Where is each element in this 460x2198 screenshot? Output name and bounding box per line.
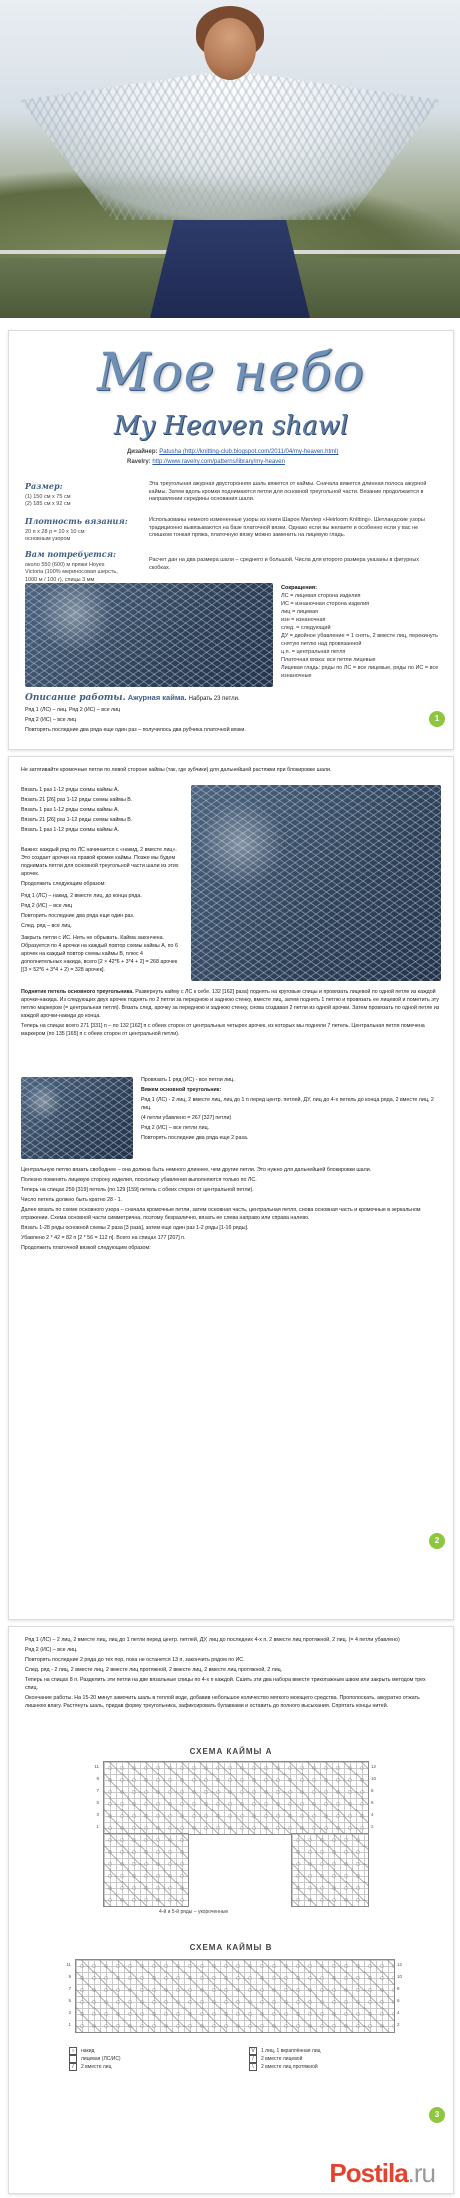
paragraph: Повторять последние 2 ряда до тех пор, пока не останется 13 п, закончить рядом по ИС.: [25, 1656, 245, 1663]
abbreviations: [281, 585, 441, 681]
materials-line: около 550 (600) м пряжи Hoyes: [25, 561, 105, 568]
page-number: 1: [429, 711, 445, 727]
description-line: Ряд 1 (ЛС) – лиц. Ряд 2 (ИС) – все лиц: [25, 707, 121, 713]
ravelry-label: Ravelry:: [127, 459, 151, 465]
legend-label: 2 вместе лицевой: [261, 2056, 303, 2062]
paragraph: Ряд 1 (ЛС) – 2 лиц, 2 вместе лиц, лиц до 1 петли перед центр. петлей, ДУ, лиц до последних 4-х п, 2 вместе лиц протяжной, 2 лиц. (= 4 петли убавлено): [25, 1637, 400, 1643]
chart-a-symbols-lower-right: [292, 1834, 368, 1906]
legend-row: [249, 2055, 320, 2063]
row-number: 10: [397, 1974, 403, 1979]
description-title: Описание работы.: [25, 693, 126, 703]
abbr-item: Платочная вязка: все петли лицевые: [281, 656, 376, 663]
chart-b-symbols: [76, 1960, 394, 2032]
pattern-page-1: [8, 330, 454, 750]
pickup-section: [21, 989, 441, 1041]
abbr-item: изн = изнаночная: [281, 616, 326, 623]
abbr-item: лиц = лицевая: [281, 608, 319, 615]
list-item: Вязать 21 [26] раз 1-12 ряды схемы каймы В.: [21, 796, 133, 803]
postila-watermark: [329, 2158, 435, 2189]
row-number: 12: [397, 1962, 403, 1967]
gauge-block: [25, 516, 135, 544]
materials-line: 1000 м / 100 г), спицы 3 мм: [25, 576, 95, 583]
border-finish-note: Закрыть петли с ИС. Нить не обрывать. Кайма закончена. Образуется по 4 арочки на каждый повтор схемы каймы А, по 6 арочек на каждый повтор схемы каймы В, плюс 4 дополнительных накида, всего [2 × 42*6 + 3*4 + 2] = 268 арочек [(3 × 52*6 + 3*4 + 2) = 328 арочек].: [21, 935, 178, 973]
legend-label: накид: [81, 2048, 95, 2054]
materials-line: Victoria (100% мериносовая шерсть,: [25, 569, 118, 576]
triangle-heading: Вяжем основной треугольник:: [141, 1086, 222, 1093]
row-number: 9: [68, 1974, 71, 1979]
abbr-item: след. = следующий: [281, 624, 331, 631]
chart-a-note: 4-й и 5-й ряды – укороченные: [159, 1909, 229, 1915]
page-number: 3: [429, 2107, 445, 2123]
finishing-text: [25, 1637, 437, 1713]
list-item: Ряд 1 (ЛС) – накид, 2 вместе лиц, до конца ряда.: [21, 893, 142, 899]
row-number: 2: [371, 1824, 374, 1829]
paragraph: Полезно поменять лицевую сторону изделия, поскольку убавления выполняются только по ЛС.: [21, 1176, 257, 1183]
legend-label: 1 лиц, 1 вкраплённая лиц: [261, 2048, 321, 2054]
row-number: 7: [68, 1986, 71, 1991]
chart-b-title: СХЕМА КАЙМЫ В: [189, 1943, 273, 1952]
knit-in-front-and-back-icon: V: [249, 2047, 257, 2055]
row-number: 9: [96, 1776, 99, 1781]
abbr-item: ц.п. = центральная петля: [281, 648, 346, 655]
knit-icon: [69, 2055, 77, 2063]
skirt: [150, 220, 310, 318]
row-number: 4: [371, 1812, 374, 1817]
description-cast-on: Набрать 23 петли.: [188, 696, 240, 702]
row-number: 3: [96, 1812, 99, 1817]
lace-triangle-photo: [21, 1077, 133, 1159]
paragraph: Теперь на спицах 8 п. Разделить эти петли на две вязальные спицы по 4-х п каждой. Сшить эти два набора вместе трикотажным швом или закрыть методом трех спиц.: [25, 1676, 426, 1691]
paragraph: Окончание работы. На 15-20 минут замочить шаль в теплой воде, добавив небольшое количество мягкого моющего средства. Прополоскать, аккуратно отжать лишнюю влагу. Растянуть шаль, придав форму треугольника, зафиксировать булавками и оставить до полного высыхания. Спрятать концы нитей.: [25, 1694, 420, 1709]
triangle-section: [141, 1077, 441, 1145]
rows-list: [21, 893, 181, 933]
pattern-page-3: [8, 1626, 454, 2194]
paragraph: Теперь на спицах 259 [319] петель (по 129 [159] петель с обеих сторон от центральной петли).: [21, 1186, 254, 1193]
materials-heading: Вам потребуется:: [25, 549, 116, 559]
abbr-item: ЛС = лицевая сторона изделия: [281, 592, 361, 599]
legend-row: [69, 2047, 121, 2055]
chart-legend-left: [69, 2047, 121, 2071]
materials-block: [25, 549, 135, 584]
abbr-item: ДУ = двойное убавление = 1 снять, 2 вместе лиц, перекинуть снятую петлю над провязанной: [281, 632, 438, 647]
gauge-heading: Плотность вязания:: [25, 516, 128, 526]
page-number: 2: [429, 1533, 445, 1549]
paragraph: Число петель должно быть кратно 28 - 1.: [21, 1196, 123, 1203]
abbreviations-heading: Сокращения:: [281, 585, 317, 591]
chart-b-grid: [75, 1959, 395, 2033]
gauge-line: 20 п х 28 р = 10 х 10 см: [25, 528, 85, 535]
legend-row: [69, 2055, 121, 2063]
row-number: 2: [397, 2022, 400, 2027]
paragraph: След. ряд - 2 лиц, 2 вместе лиц, 2 вместе лиц протяжной, 2 вместе лиц, 2 вместе лиц протяжной, 2 лиц.: [25, 1666, 283, 1673]
legend-row: [69, 2063, 121, 2071]
row-line: (4 петли убавлено = 267 [327] петли): [141, 1114, 232, 1121]
chart-a-symbols-lower: [104, 1834, 188, 1906]
description-text: [25, 707, 425, 737]
title-russian: Мое небо: [97, 343, 365, 403]
chart-a-grid: [103, 1761, 369, 1835]
legend-label: 2 вместе лиц протяжной: [261, 2064, 318, 2070]
list-item: Повторить последние два ряда еще один раз.: [21, 912, 135, 919]
pattern-page-2: [8, 756, 454, 1620]
lace-closeup-photo: [25, 583, 273, 687]
k2tog-icon: /: [69, 2063, 77, 2071]
legend-row: [249, 2047, 320, 2055]
description-line: Ряд 2 (ИС) – все лиц: [25, 716, 77, 723]
row-number: 5: [68, 1998, 71, 2003]
chart-a-grid-lower-right: [291, 1833, 369, 1907]
size-block: [25, 481, 135, 509]
list-item: Вязать 1 раз 1-12 ряды схемы каймы А.: [21, 826, 119, 833]
row-number: 3: [68, 2010, 71, 2015]
chart-a-symbols: [104, 1762, 368, 1834]
row-number: 8: [371, 1788, 374, 1793]
chart-a-row-numbers: [87, 1761, 99, 1833]
row-number: 1: [68, 2022, 71, 2027]
chart-b-row-numbers: [59, 1959, 71, 2031]
row-number: 8: [397, 1986, 400, 1991]
row-number: 11: [94, 1764, 99, 1769]
designer-label: Дизайнер:: [127, 449, 158, 455]
ssk-icon: \: [249, 2063, 257, 2071]
intro-paragraph: Использованы немного измененные узоры из книги Шарон Миллер «Heirloom Knitting». Шетландские узоры традиционно вывязываются на базе платочной вязки. Однако если вы желаете и особенно если у вас не слишком тонкая пряжа, платочную вязку можно заменить на лицевую гладь.: [149, 517, 425, 539]
description-subtitle: Ажурная кайма.: [127, 693, 187, 702]
row-line: Повторять последние два ряда еще 2 раза.: [141, 1134, 249, 1141]
row-line: Ряд 2 (ИС) – все петли лиц.: [141, 1124, 210, 1131]
ravelry-line: [127, 459, 285, 465]
hero-photo: [0, 0, 460, 318]
gauge-line: основным узором: [25, 536, 71, 543]
description-heading: [25, 693, 240, 703]
chart-b-row-numbers-right: [397, 1959, 402, 2031]
list-item: Вязать 21 [26] раз 1-12 ряды схемы каймы В.: [21, 816, 133, 823]
intro-paragraph: Эта треугольная ажурная двусторонняя шаль вяжется от каймы. Сначала вяжется длинная полоса ажурной каймы. Затем вдоль кромки поднимаются петли для основной треугольной части. Вязание продолжается в направлении середины основания шали.: [149, 481, 427, 503]
watermark-domain: .ru: [407, 2158, 435, 2188]
row-number: 12: [371, 1764, 377, 1769]
title-english: My Heaven shawl: [113, 411, 349, 441]
ravelry-link[interactable]: http://www.ravelry.com/patterns/library/my-heaven: [152, 459, 285, 465]
important-note: Важно: каждый ряд по ЛС начинается с «накид, 2 вместе лиц». Это создает арочки на правой кромке каймы. Позже мы будем поднимать петли для основной треугольной части шали из этих арочек.: [21, 847, 179, 877]
paragraph: Центральную петлю вязать свободнее – она должна быть немного длиннее, чем другие петли. Это нужно для дальнейшей блокировки шали.: [21, 1167, 372, 1173]
paragraph: Ряд 2 (ИС) – все лиц.: [25, 1646, 78, 1653]
pickup-heading: Поднятие петель основного треугольника.: [21, 989, 134, 995]
legend-label: 2 вместе лиц: [81, 2064, 112, 2070]
row-number: 5: [96, 1800, 99, 1805]
lace-border-photo: [191, 785, 441, 981]
paragraph: Далее вязать по схеме основного узора – сначала кромочные петли, затем основная часть, центральная петля, снова основная часть и кромочные в зеркальном отражении. Схема основной части симметрична, поэтому безразлично, вязать ее слева направо или справа налево.: [21, 1206, 421, 1221]
designer-link[interactable]: Patusha (http://knitting-club.blogspot.com/2011/04/my-heaven.html): [159, 449, 339, 455]
row-number: 10: [371, 1776, 377, 1781]
row-number: 11: [66, 1962, 71, 1967]
legend-label: лицевая (ЛС/ИС): [81, 2056, 121, 2062]
legend-row: [249, 2063, 320, 2071]
list-item: Ряд 2 (ИС) – все лиц: [21, 902, 73, 909]
abbr-item: ИС = изнаночная сторона изделия: [281, 600, 370, 607]
chart-a-grid-lower: [103, 1833, 189, 1907]
row-number: 7: [96, 1788, 99, 1793]
yarn-over-icon: ○: [69, 2047, 77, 2055]
paragraph: Вязать 1-28 ряды основной схемы 2 раза [3 раза], затем еще один раз 1-2 ряды [1-16 ряды].: [21, 1224, 249, 1231]
intro-paragraph: Расчет дан на два размера шали – среднего и большой. Числа для второго размера указаны в фигурных скобках.: [149, 557, 420, 571]
watermark-text: Postila: [329, 2158, 408, 2188]
row-line: Провязать 1 ряд (ИС) - все петли лиц.: [141, 1077, 235, 1083]
designer-line: [127, 449, 339, 455]
face: [204, 18, 256, 80]
chart-a-title: СХЕМА КАЙМЫ А: [189, 1747, 273, 1756]
k2tog-right-icon: /: [249, 2055, 257, 2063]
size-heading: Размер:: [25, 481, 63, 491]
row-number: 6: [371, 1800, 374, 1805]
main-text: [21, 1167, 441, 1254]
list-item: Вязать 1 раз 1-12 ряды схемы каймы А.: [21, 787, 119, 793]
row-number: 4: [397, 2010, 400, 2015]
size-line: (1) 150 см х 75 см: [25, 493, 71, 500]
list-item: Вязать 1 раз 1-12 ряды схемы каймы А.: [21, 806, 119, 813]
continue-note: Продолжить следующим образом:: [21, 881, 106, 887]
list-item: След. ряд – все лиц.: [21, 922, 72, 929]
stitch-count-note: Теперь на спицах всего 271 [331] п – по 132 [162] п с обеих сторон от центральных четырех арочек, из которых мы подняли 7 петель. Центральная петля помечена маркером (по 135 [165] п с обеих сторон от центральной петли).: [21, 1022, 425, 1037]
row-line: Ряд 1 (ЛС) - 2 лиц, 2 вместе лиц, лиц до 1 п перед центр. петлей, ДУ, лиц до 4-х петель до конца ряда, 2 вместе лиц, 2 лиц.: [141, 1096, 434, 1111]
intro-note: Не затягивайте кромочные петли по левой стороне каймы (так, где зубчики) для дальнейшей растяжки при блокировке шали.: [21, 767, 332, 773]
pickup-text: Развернуть кайму с ЛС к себе. 132 [162] раза) поднять на круговые спицы и провязать лицевой по одной петле из каждой арочки-накида. Из следующих двух арочек поднять по 2 петли за переднюю и заднюю стенку, вместе лиц, затем поднять 1 петлю и провязать ее лицевой и пометить эту петлю маркером (= центральная петля). Вязать след. арочку за переднюю и заднюю стенку, снова создавая 2 петли из одной арочки. Затем провязать по одной петле из каждой арочки-накида до конца.: [21, 989, 440, 1019]
border-repeat-list: [21, 787, 181, 837]
chart-legend-right: [249, 2047, 320, 2071]
chart-a-row-numbers-right: [371, 1761, 376, 1833]
paragraph: Продолжить платочной вязкой следующим образом:: [21, 1244, 151, 1251]
size-line: (2) 185 см х 92 см: [25, 501, 71, 508]
description-line: Повторять последние два ряда еще один раз – получилось два рубчика платочной вязки.: [25, 726, 246, 733]
abbr-item: Лицевая гладь: ряды по ЛС = все лицевые, ряды по ИС = все изнаночные: [281, 664, 439, 679]
paragraph: Убавлено 2 * 42 = 82 п [2 * 56 = 112 п]. Всего на спицах 177 [207] п.: [21, 1234, 186, 1241]
row-number: 1: [96, 1824, 99, 1829]
row-number: 6: [397, 1998, 400, 2003]
